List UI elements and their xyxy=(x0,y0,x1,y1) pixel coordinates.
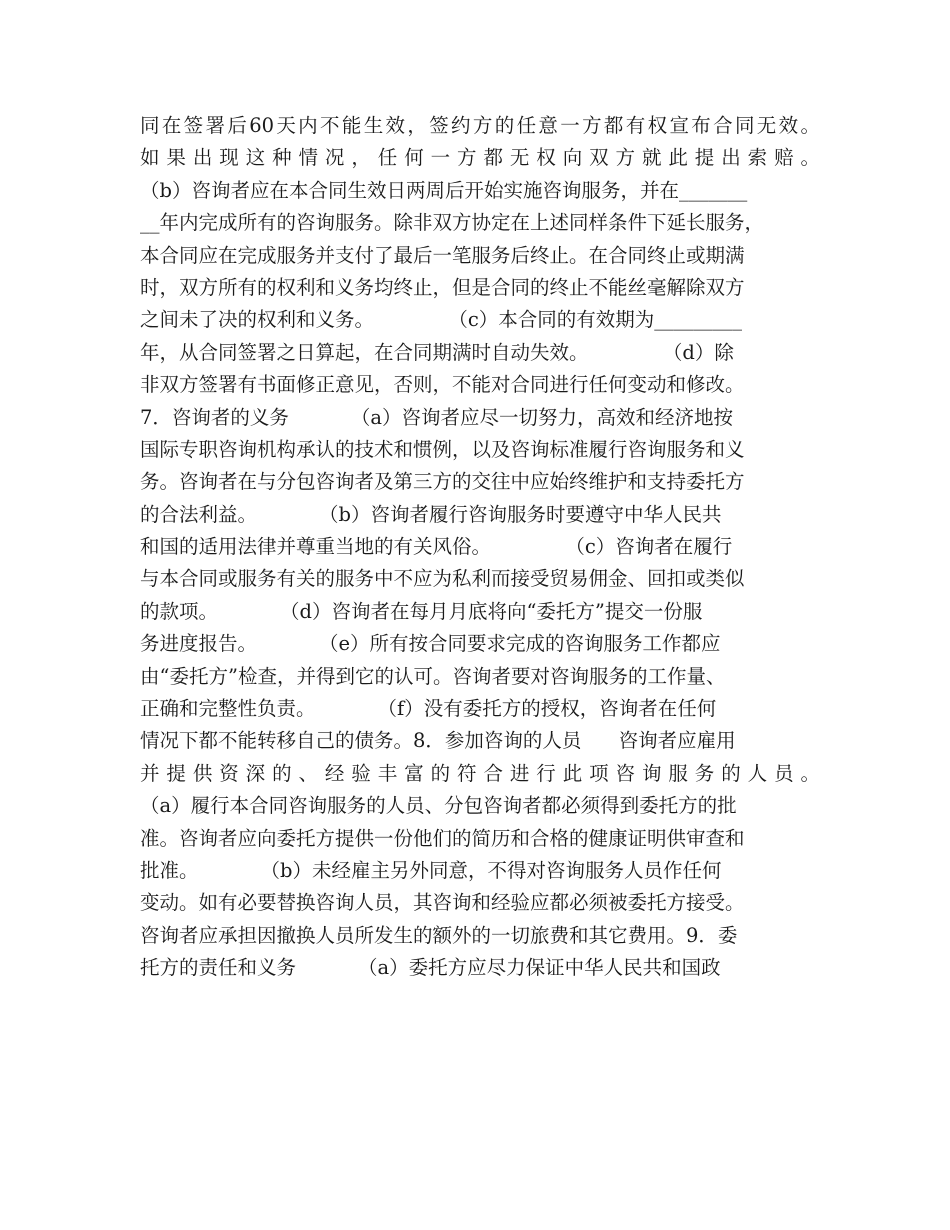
text-line-13: 的合法利益。 （b）咨询者履行咨询服务时要遵守中华人民共 xyxy=(140,502,722,526)
text-line-9: 非双方签署有书面修正意见，否则，不能对合同进行任何变动和修改。 xyxy=(140,373,745,397)
text-line-25: 变动。如有必要替换咨询人员，其咨询和经验应都必须被委托方接受。 xyxy=(140,891,745,915)
text-line-18: 由“委托方”检查，并得到它的认可。咨询者要对咨询服务的工作量、 xyxy=(140,664,726,688)
contract-body-text xyxy=(140,110,820,985)
text-line-15: 与本合同或服务有关的服务中不应为私利而接受贸易佣金、回扣或类似 xyxy=(140,567,745,591)
text-line-5: 本合同应在完成服务并支付了最后一笔服务后终止。在合同终止或期满 xyxy=(140,243,745,267)
text-line-6: 时，双方所有的权利和义务均终止，但是合同的终止不能丝毫解除双方 xyxy=(140,275,745,299)
text-line-16: 的款项。 （d）咨询者在每月月底将向“委托方”提交一份服 xyxy=(140,599,703,623)
text-line-24: 批准。 （b）未经雇主另外同意，不得对咨询服务人员作任何 xyxy=(140,858,722,882)
text-line-11: 国际专职咨询机构承认的技术和惯例，以及咨询标准履行咨询服务和义 xyxy=(140,437,745,461)
text-line-27: 托方的责任和义务 （a）委托方应尽力保证中华人民共和国政 xyxy=(140,956,721,980)
text-line-14: 和国的适用法律并尊重当地的有关风俗。 （c）咨询者在履行 xyxy=(140,535,733,559)
text-line-22: （a）履行本合同咨询服务的人员、分包咨询者都必须得到委托方的批 xyxy=(140,794,737,818)
text-line-10: 7．咨询者的义务 （a）咨询者应尽一切努力，高效和经济地按 xyxy=(140,405,734,429)
text-line-19: 正确和完整性负责。 （f）没有委托方的授权，咨询者在任何 xyxy=(140,697,717,721)
text-line-20: 情况下都不能转移自己的债务。8．参加咨询的人员 咨询者应雇用 xyxy=(140,729,736,753)
text-line-21: 并提供资深的、经验丰富的符合进行此项咨询服务的人员。 xyxy=(140,761,820,785)
text-line-3: （b）咨询者应在本合同生效日两周后开始实施咨询服务，并在_______ xyxy=(140,178,748,202)
text-line-8: 年，从合同签署之日算起，在合同期满时自动失效。 （d）除 xyxy=(140,340,734,364)
text-line-2: 如果出现这种情况，任何一方都无权向双方就此提出索赔。 xyxy=(140,146,820,170)
text-line-1: 同在签署后60天内不能生效，签约方的任意一方都有权宣布合同无效。 xyxy=(140,114,820,137)
text-line-7: 之间未了决的权利和义务。 （c）本合同的有效期为_________ xyxy=(140,308,743,332)
text-line-4: __年内完成所有的咨询服务。除非双方协定在上述同样条件下延长服务， xyxy=(140,211,765,235)
text-line-26: 咨询者应承担因撤换人员所发生的额外的一切旅费和其它费用。9．委 xyxy=(140,923,738,947)
text-line-23: 准。咨询者应向委托方提供一份他们的简历和合格的健康证明供审查和 xyxy=(140,826,745,850)
text-line-17: 务进度报告。 （e）所有按合同要求完成的咨询服务工作都应 xyxy=(140,632,721,656)
text-line-12: 务。咨询者在与分包咨询者及第三方的交往中应始终维护和支持委托方 xyxy=(140,470,745,494)
